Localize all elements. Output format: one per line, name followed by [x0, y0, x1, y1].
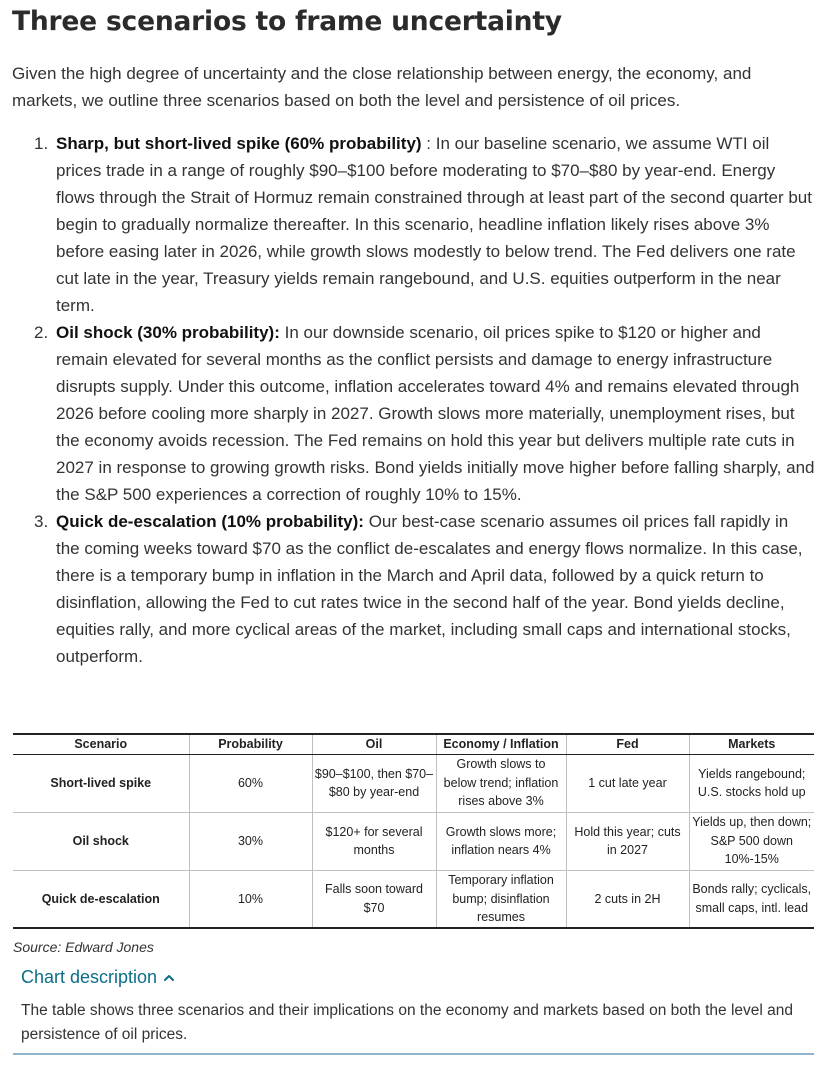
- divider: [13, 1053, 814, 1055]
- scenario-number: 1.: [34, 134, 49, 153]
- table-cell-probability: 60%: [189, 754, 312, 812]
- table-cell-probability: 30%: [189, 812, 312, 870]
- table-cell-economy: Growth slows more; inflation nears 4%: [436, 812, 566, 870]
- scenario-body: Our best-case scenario assumes oil prices fall rapidly in the coming weeks toward $70 as the conflict de-escalates and energy flows normalize. In this case, there is a temporary bump in inflation in the March and April data, followed by a quick return to disinflation, allowing the Fed to cut rates twice in the second half of the year. Bond yields decline, equities rally, and more cyclical areas of the market, including small caps and international stocks, outperform.: [56, 512, 803, 666]
- scenario-body: In our downside scenario, oil prices spike to $120 or higher and remain elevated for several months as the conflict persists and damage to energy infrastructure disrupts supply. Under this outcome, inflation accelerates toward 4% and remains elevated through 2026 before cooling more sharply in 2027. Growth slows more materially, unemployment rises, but the economy avoids recession. The Fed remains on hold this year but delivers multiple rate cuts in 2027 in response to growing growth risks. Bond yields initially move higher before falling sharply, and the S&P 500 experiences a correction of roughly 10% to 15%.: [56, 323, 815, 504]
- table-row: [13, 812, 814, 870]
- chart-description-toggle[interactable]: [21, 967, 175, 988]
- table-cell-oil: Falls soon toward $70: [312, 870, 436, 928]
- chart-description-label: Chart description: [21, 967, 158, 987]
- table-header-cell: Economy / Inflation: [436, 734, 566, 754]
- table-cell-fed: Hold this year; cuts in 2027: [566, 812, 689, 870]
- table-cell-fed: 1 cut late year: [566, 754, 689, 812]
- source-note: Source: Edward Jones: [13, 939, 154, 955]
- scenario-title: Quick de-escalation (10% probability):: [56, 512, 364, 531]
- scenario-item: [34, 319, 816, 508]
- table-cell-markets: Yields up, then down; S&P 500 down 10%-15%: [689, 812, 814, 870]
- table-cell-markets: Bonds rally; cyclicals, small caps, intl. lead: [689, 870, 814, 928]
- scenario-number: 3.: [34, 512, 49, 531]
- table-cell-oil: $120+ for several months: [312, 812, 436, 870]
- scenario-title: Oil shock (30% probability):: [56, 323, 280, 342]
- scenario-number: 2.: [34, 323, 49, 342]
- table-cell-scenario: Quick de-escalation: [13, 870, 189, 928]
- chevron-up-icon: [163, 972, 175, 984]
- scenario-title: Sharp, but short-lived spike (60% probability): [56, 134, 422, 153]
- table-cell-scenario: Oil shock: [13, 812, 189, 870]
- table-cell-economy: Temporary inflation bump; disinflation resumes: [436, 870, 566, 928]
- table-cell-fed: 2 cuts in 2H: [566, 870, 689, 928]
- table-cell-probability: 10%: [189, 870, 312, 928]
- table-header-cell: Probability: [189, 734, 312, 754]
- scenario-item: [34, 130, 816, 319]
- chart-description-text: The table shows three scenarios and their implications on the economy and markets based on both the level and persistence of oil prices.: [21, 1002, 794, 1043]
- table-cell-economy: Growth slows to below trend; inflation rises above 3%: [436, 754, 566, 812]
- table-header-cell: Scenario: [13, 734, 189, 754]
- intro-paragraph: Given the high degree of uncertainty and the close relationship between energy, the economy, and markets, we outline three scenarios based on both the level and persistence of oil prices.: [12, 64, 752, 110]
- table-row: [13, 870, 814, 928]
- scenario-table: [13, 733, 814, 929]
- table-cell-markets: Yields rangebound; U.S. stocks hold up: [689, 754, 814, 812]
- scenario-list: [34, 130, 816, 670]
- section-heading: Three scenarios to frame uncertainty: [12, 6, 562, 37]
- table-header-cell: Fed: [566, 734, 689, 754]
- table-cell-scenario: Short-lived spike: [13, 754, 189, 812]
- scenario-separator: :: [421, 134, 436, 153]
- table-row: [13, 754, 814, 812]
- table-header-cell: Oil: [312, 734, 436, 754]
- table-header-row: [13, 734, 814, 754]
- scenario-item: [34, 508, 816, 670]
- scenario-body: In our baseline scenario, we assume WTI oil prices trade in a range of roughly $90–$100 before moderating to $70–$80 by year-end. Energy flows through the Strait of Hormuz remain constrained through at least part of the second quarter but begin to gradually normalize thereafter. In this scenario, headline inflation likely rises above 3% before easing later in 2026, while growth slows modestly to below trend. The Fed delivers one rate cut late in the year, Treasury yields remain rangebound, and U.S. equities outperform in the near term.: [56, 134, 812, 315]
- table-cell-oil: $90–$100, then $70–$80 by year-end: [312, 754, 436, 812]
- table-header-cell: Markets: [689, 734, 814, 754]
